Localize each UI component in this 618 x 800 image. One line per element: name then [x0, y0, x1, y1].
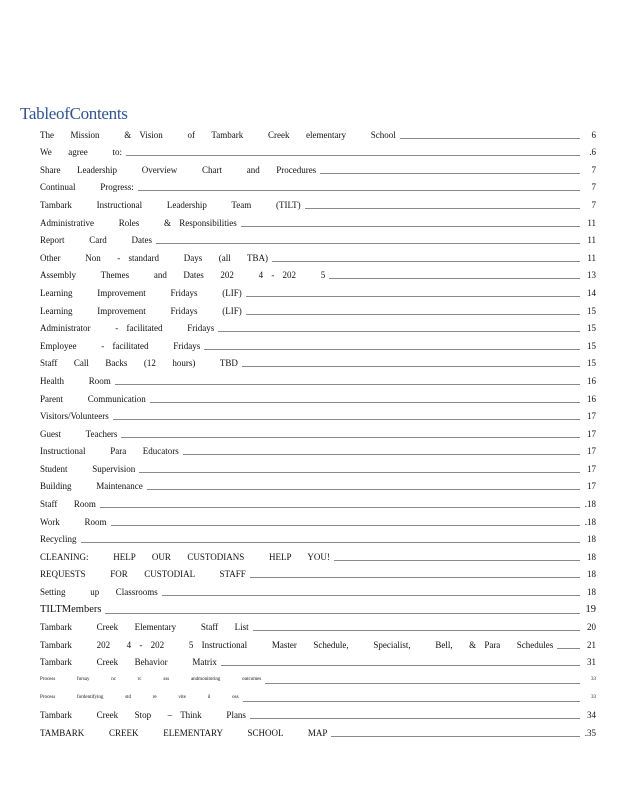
toc-entry[interactable] [40, 142, 596, 160]
toc-entry[interactable] [40, 212, 596, 230]
toc-entry-label: Tambark Creek Elementary Staff List [40, 622, 249, 633]
toc-leader-line [150, 402, 580, 403]
toc-leader-line [183, 454, 580, 455]
toc-leader-line [320, 173, 580, 174]
toc-page-number: 18 [587, 551, 596, 562]
toc-leader-line [241, 226, 580, 227]
toc-entry-label: Administrative Roles & Responsibilities [40, 217, 237, 228]
toc-page-number: 11 [587, 235, 596, 246]
toc-leader-line [138, 190, 580, 191]
toc-entry-label: Tambark Instructional Leadership Team (TILT) [40, 199, 301, 210]
toc-entry-label: Health Room [40, 375, 111, 386]
toc-entry-label: Student Supervision [40, 463, 136, 474]
toc-entry[interactable] [40, 652, 596, 670]
toc-page-number: 17 [587, 446, 596, 457]
toc-leader-line [250, 718, 580, 719]
toc-page-number: 33 [591, 694, 596, 700]
toc-entry[interactable] [40, 124, 596, 142]
toc-entry[interactable] [40, 300, 596, 318]
toc-entry[interactable] [40, 353, 596, 371]
toc-entry[interactable] [40, 493, 596, 511]
toc-leader-line [400, 138, 580, 139]
toc-leader-line [147, 489, 580, 490]
toc-page-number: 21 [587, 639, 596, 650]
toc-page-number: .18 [584, 499, 596, 510]
toc-entry[interactable] [40, 406, 596, 424]
toc-page-number: .6 [589, 147, 596, 158]
toc-page-number: 18 [587, 587, 596, 598]
toc-entry[interactable] [40, 194, 596, 212]
toc-entry-label: The Mission & Vision of Tambark Creek elementary School [40, 129, 396, 140]
toc-entry-label: Tambark Creek Stop – Think Plans [40, 710, 246, 721]
toc-entry[interactable] [40, 230, 596, 248]
toc-entry-label: Employee - facilitated Fridays [40, 340, 201, 351]
toc-page-number: 14 [587, 287, 596, 298]
table-of-contents [40, 124, 596, 740]
toc-entry[interactable] [40, 476, 596, 494]
toc-page-number: 11 [587, 217, 596, 228]
toc-leader-line [329, 278, 580, 279]
toc-entry[interactable] [40, 617, 596, 635]
toc-entry-label: Learning Improvement Fridays (LIF) [40, 305, 242, 316]
toc-entry[interactable] [40, 669, 596, 687]
toc-leader-line [162, 595, 580, 596]
toc-entry-label: TAMBARK CREEK ELEMENTARY SCHOOL MAP [40, 727, 328, 738]
toc-entry[interactable] [40, 370, 596, 388]
toc-entry-label: Guest Teachers [40, 428, 118, 439]
toc-entry-label: Assembly Themes and Dates 202 4 - 202 5 [40, 270, 326, 281]
toc-page-number: 34 [587, 710, 596, 721]
toc-page-number: 6 [591, 129, 596, 140]
toc-page-number: 15 [587, 340, 596, 351]
toc-page-number: 15 [587, 358, 596, 369]
toc-page-number: 18 [587, 534, 596, 545]
toc-leader-line [156, 243, 580, 244]
toc-leader-line [115, 384, 580, 385]
toc-entry-label: Building Maintenance [40, 481, 143, 492]
toc-entry[interactable] [40, 511, 596, 529]
toc-entry[interactable] [40, 265, 596, 283]
toc-entry-label: We agree to: [40, 147, 123, 158]
toc-entry-label: Process forsay nc rc sss andmonitoring outcomes [40, 677, 262, 682]
toc-entry[interactable] [40, 564, 596, 582]
toc-entry[interactable] [40, 247, 596, 265]
toc-leader-line [331, 736, 580, 737]
toc-entry-label: Parent Communication [40, 393, 146, 404]
toc-entry[interactable] [40, 423, 596, 441]
toc-leader-line [113, 419, 580, 420]
toc-entry[interactable] [40, 159, 596, 177]
toc-entry[interactable] [40, 634, 596, 652]
toc-page-number: 20 [587, 622, 596, 633]
toc-entry-label: Process fordentifying std re vite il oss [40, 694, 239, 700]
toc-entry[interactable] [40, 581, 596, 599]
toc-entry-label: TILTMembers [40, 603, 102, 615]
toc-page-number: 11 [587, 252, 596, 263]
toc-leader-line [126, 155, 580, 156]
page-title: TableofContents [20, 104, 128, 123]
toc-entry[interactable] [40, 705, 596, 723]
toc-entry[interactable] [40, 458, 596, 476]
toc-entry-label: Staff Call Backs (12 hours) TBD [40, 358, 238, 369]
toc-leader-line [204, 349, 580, 350]
toc-page-number: 17 [587, 481, 596, 492]
toc-leader-line [100, 507, 580, 508]
toc-entry[interactable] [40, 177, 596, 195]
toc-page-number: 18 [587, 569, 596, 580]
toc-leader-line [246, 296, 580, 297]
toc-page-number: 13 [587, 270, 596, 281]
toc-leader-line [250, 577, 580, 578]
toc-entry[interactable] [40, 599, 596, 617]
toc-entry-label: Administrator - facilitated Fridays [40, 323, 215, 334]
toc-leader-line [111, 525, 580, 526]
toc-leader-line [557, 648, 580, 649]
toc-entry-label: Other Non - standard Days (all TBA) [40, 252, 269, 263]
toc-entry-label: Staff Room [40, 499, 96, 510]
toc-leader-line [81, 542, 581, 543]
toc-page-number: 31 [587, 657, 596, 668]
toc-page-number: .18 [584, 516, 596, 527]
toc-leader-line [253, 630, 580, 631]
toc-entry-label: Recycling [40, 534, 77, 545]
toc-leader-line [243, 701, 580, 702]
toc-leader-line [334, 560, 580, 561]
toc-leader-line [305, 208, 580, 209]
toc-entry-label: Learning Improvement Fridays (LIF) [40, 287, 242, 298]
toc-page-number: 16 [587, 393, 596, 404]
toc-entry[interactable] [40, 335, 596, 353]
toc-entry[interactable] [40, 546, 596, 564]
toc-leader-line [105, 613, 580, 614]
toc-page-number: 33 [591, 677, 596, 682]
toc-entry[interactable] [40, 441, 596, 459]
toc-page-number: 17 [587, 428, 596, 439]
toc-page-number: 15 [587, 323, 596, 334]
toc-entry[interactable] [40, 687, 596, 705]
toc-page-number: 15 [587, 305, 596, 316]
toc-page-number: 7 [591, 182, 596, 193]
toc-entry-label: Work Room [40, 516, 107, 527]
toc-leader-line [242, 366, 580, 367]
toc-entry[interactable] [40, 722, 596, 740]
toc-leader-line [218, 331, 580, 332]
toc-leader-line [246, 314, 580, 315]
toc-leader-line [272, 261, 580, 262]
toc-leader-line [139, 472, 580, 473]
toc-leader-line [121, 437, 580, 438]
toc-page-number: 16 [587, 375, 596, 386]
toc-entry-label: Tambark 202 4 - 202 5 Instructional Master Schedule, Specialist, Bell, & Para Schedules [40, 639, 554, 650]
toc-page-number: .35 [584, 727, 596, 738]
toc-entry-label: Share Leadership Overview Chart and Procedures [40, 164, 317, 175]
toc-entry[interactable] [40, 282, 596, 300]
toc-leader-line [265, 683, 580, 684]
toc-entry-label: Setting up Classrooms [40, 587, 158, 598]
toc-entry-label: Report Card Dates [40, 235, 152, 246]
toc-entry-label: Instructional Para Educators [40, 446, 179, 457]
toc-entry[interactable] [40, 529, 596, 547]
toc-entry[interactable] [40, 388, 596, 406]
toc-entry-label: CLEANING: HELP OUR CUSTODIANS HELP YOU! [40, 551, 330, 562]
toc-entry-label: Tambark Creek Behavior Matrix [40, 657, 217, 668]
toc-entry-label: Continual Progress: [40, 182, 134, 193]
toc-entry-label: REQUESTS FOR CUSTODIAL STAFF [40, 569, 246, 580]
toc-page-number: 7 [591, 199, 596, 210]
toc-page-number: 7 [591, 164, 596, 175]
toc-page-number: 17 [587, 463, 596, 474]
toc-page-number: 17 [587, 411, 596, 422]
toc-leader-line [221, 665, 580, 666]
toc-entry-label: Visitors/Volunteers [40, 411, 109, 422]
toc-entry[interactable] [40, 318, 596, 336]
toc-page-number: 19 [585, 603, 596, 615]
